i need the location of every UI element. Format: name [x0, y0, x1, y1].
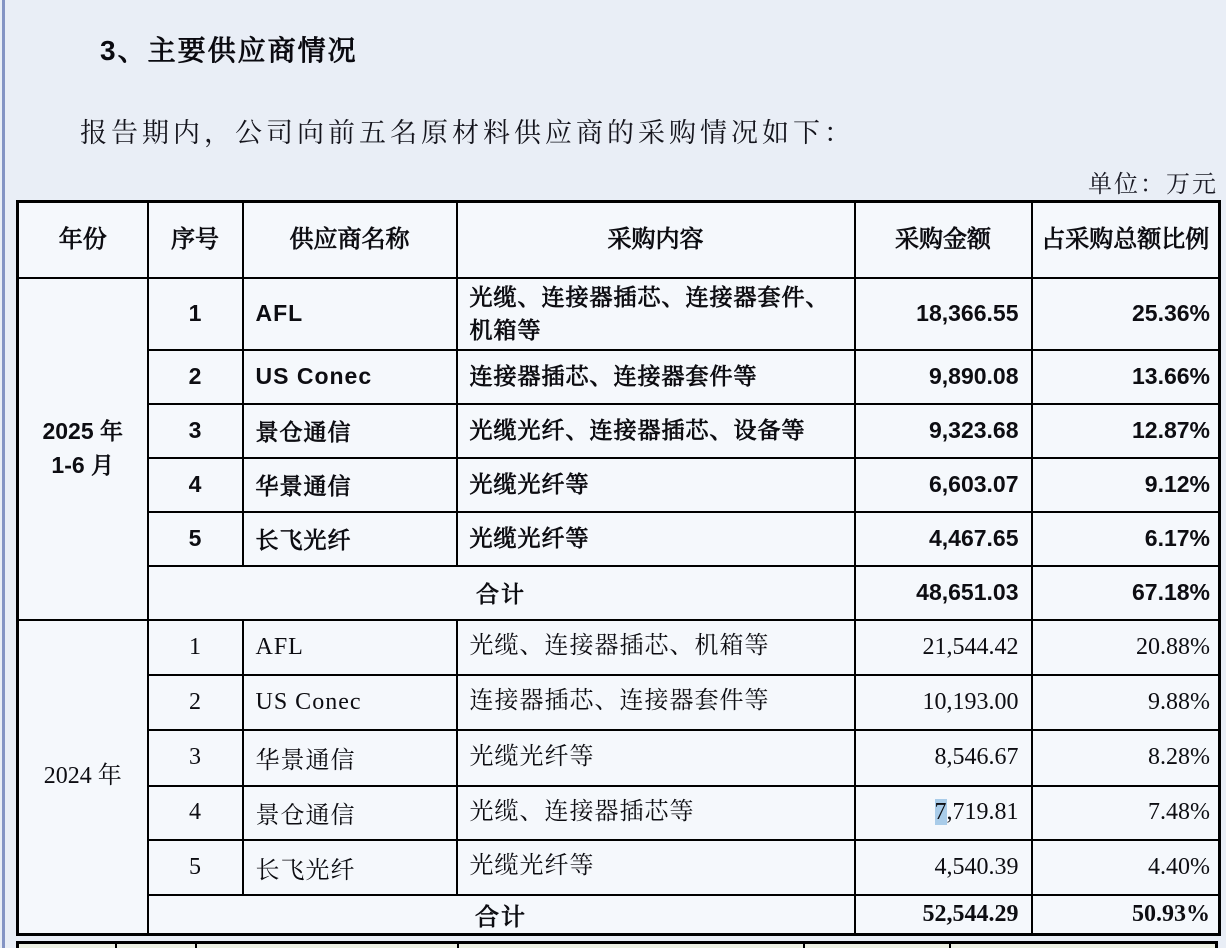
purchase-content: 光缆、连接器插芯、机箱等 [457, 620, 855, 675]
table-row [18, 620, 1220, 675]
purchase-amount-with-selection [855, 786, 1032, 840]
header-year: 年份 [18, 202, 148, 278]
cell-divider [195, 944, 197, 948]
purchase-ratio: 20.88% [1032, 620, 1220, 675]
row-number: 5 [148, 512, 243, 566]
cell-divider [949, 944, 951, 948]
purchase-amount: 4,467.65 [855, 512, 1032, 566]
row-number: 4 [148, 786, 243, 840]
supplier-name: 华景通信 [243, 730, 457, 786]
unit-label: 单位：万元 [1088, 172, 1218, 198]
purchase-ratio: 6.17% [1032, 512, 1220, 566]
purchase-ratio: 9.12% [1032, 458, 1220, 512]
purchase-ratio: 25.36% [1032, 278, 1220, 350]
header-ratio: 占采购总额比例 [1032, 202, 1220, 278]
total-amount: 52,544.29 [855, 895, 1032, 935]
table-row [18, 675, 1220, 730]
cell-divider [457, 944, 459, 948]
row-number: 4 [148, 458, 243, 512]
purchase-content: 光缆光纤等 [457, 512, 855, 566]
year-line1: 2024 年 [43, 763, 122, 790]
row-number: 3 [148, 730, 243, 786]
purchase-ratio: 12.87% [1032, 404, 1220, 458]
header-supplier: 供应商名称 [243, 202, 457, 278]
purchase-amount: 8,546.67 [855, 730, 1032, 786]
next-table-row-partial [16, 941, 1218, 948]
row-number: 3 [148, 404, 243, 458]
table-row [18, 512, 1220, 566]
purchase-ratio: 8.28% [1032, 730, 1220, 786]
purchase-content: 连接器插芯、连接器套件等 [457, 675, 855, 730]
total-label: 合计 [148, 566, 855, 620]
purchase-ratio: 9.88% [1032, 675, 1220, 730]
year-cell-2024 [18, 620, 148, 935]
supplier-name: 长飞光纤 [243, 840, 457, 895]
header-content: 采购内容 [457, 202, 855, 278]
header-amount: 采购金额 [855, 202, 1032, 278]
intro-paragraph: 报告期内，公司向前五名原材料供应商的采购情况如下： [80, 118, 855, 148]
purchase-amount: 18,366.55 [855, 278, 1032, 350]
purchase-content: 连接器插芯、连接器套件等 [457, 350, 855, 404]
year-line1: 2025 年 [42, 418, 124, 445]
table-row [18, 840, 1220, 895]
table-row [18, 278, 1220, 350]
cell-divider [803, 944, 805, 948]
purchase-amount: 10,193.00 [855, 675, 1032, 730]
purchase-content: 光缆光纤等 [457, 458, 855, 512]
supplier-name: 景仓通信 [243, 786, 457, 840]
total-row-2024 [18, 895, 1220, 935]
purchase-ratio: 7.48% [1032, 786, 1220, 840]
supplier-name: US Conec [243, 350, 457, 404]
supplier-name: AFL [243, 278, 457, 350]
purchase-amount: 21,544.42 [855, 620, 1032, 675]
supplier-name: US Conec [243, 675, 457, 730]
header-no: 序号 [148, 202, 243, 278]
supplier-name: AFL [243, 620, 457, 675]
purchase-content: 光缆、连接器插芯、连接器套件、机箱等 [457, 278, 855, 350]
purchase-ratio: 13.66% [1032, 350, 1220, 404]
total-label: 合计 [148, 895, 855, 935]
supplier-name: 景仓通信 [243, 404, 457, 458]
purchase-amount: 9,890.08 [855, 350, 1032, 404]
row-number: 1 [148, 620, 243, 675]
purchase-amount: 9,323.68 [855, 404, 1032, 458]
section-title: 3、主要供应商情况 [100, 34, 358, 66]
row-number: 2 [148, 350, 243, 404]
purchase-amount: 4,540.39 [855, 840, 1032, 895]
table-row [18, 786, 1220, 840]
supplier-name: 长飞光纤 [243, 512, 457, 566]
total-ratio: 67.18% [1032, 566, 1220, 620]
total-ratio: 50.93% [1032, 895, 1220, 935]
table-header-row [18, 202, 1220, 278]
table-row [18, 458, 1220, 512]
table-row [18, 730, 1220, 786]
purchase-ratio: 4.40% [1032, 840, 1220, 895]
purchase-content: 光缆光纤等 [457, 730, 855, 786]
cell-divider [115, 944, 117, 948]
suppliers-table [16, 200, 1221, 936]
selected-text: 7 [934, 799, 947, 825]
table-row [18, 350, 1220, 404]
total-amount: 48,651.03 [855, 566, 1032, 620]
purchase-content: 光缆光纤、连接器插芯、设备等 [457, 404, 855, 458]
purchase-content: 光缆、连接器插芯等 [457, 786, 855, 840]
year-line2: 1-6 月 [51, 451, 115, 478]
table-row [18, 404, 1220, 458]
amount-rest: ,719.81 [946, 799, 1019, 825]
row-number: 2 [148, 675, 243, 730]
year-cell-2025 [18, 278, 148, 620]
total-row-2025 [18, 566, 1220, 620]
supplier-name: 华景通信 [243, 458, 457, 512]
row-number: 5 [148, 840, 243, 895]
left-margin-rule [2, 0, 5, 948]
purchase-amount: 6,603.07 [855, 458, 1032, 512]
purchase-content: 光缆光纤等 [457, 840, 855, 895]
row-number: 1 [148, 278, 243, 350]
